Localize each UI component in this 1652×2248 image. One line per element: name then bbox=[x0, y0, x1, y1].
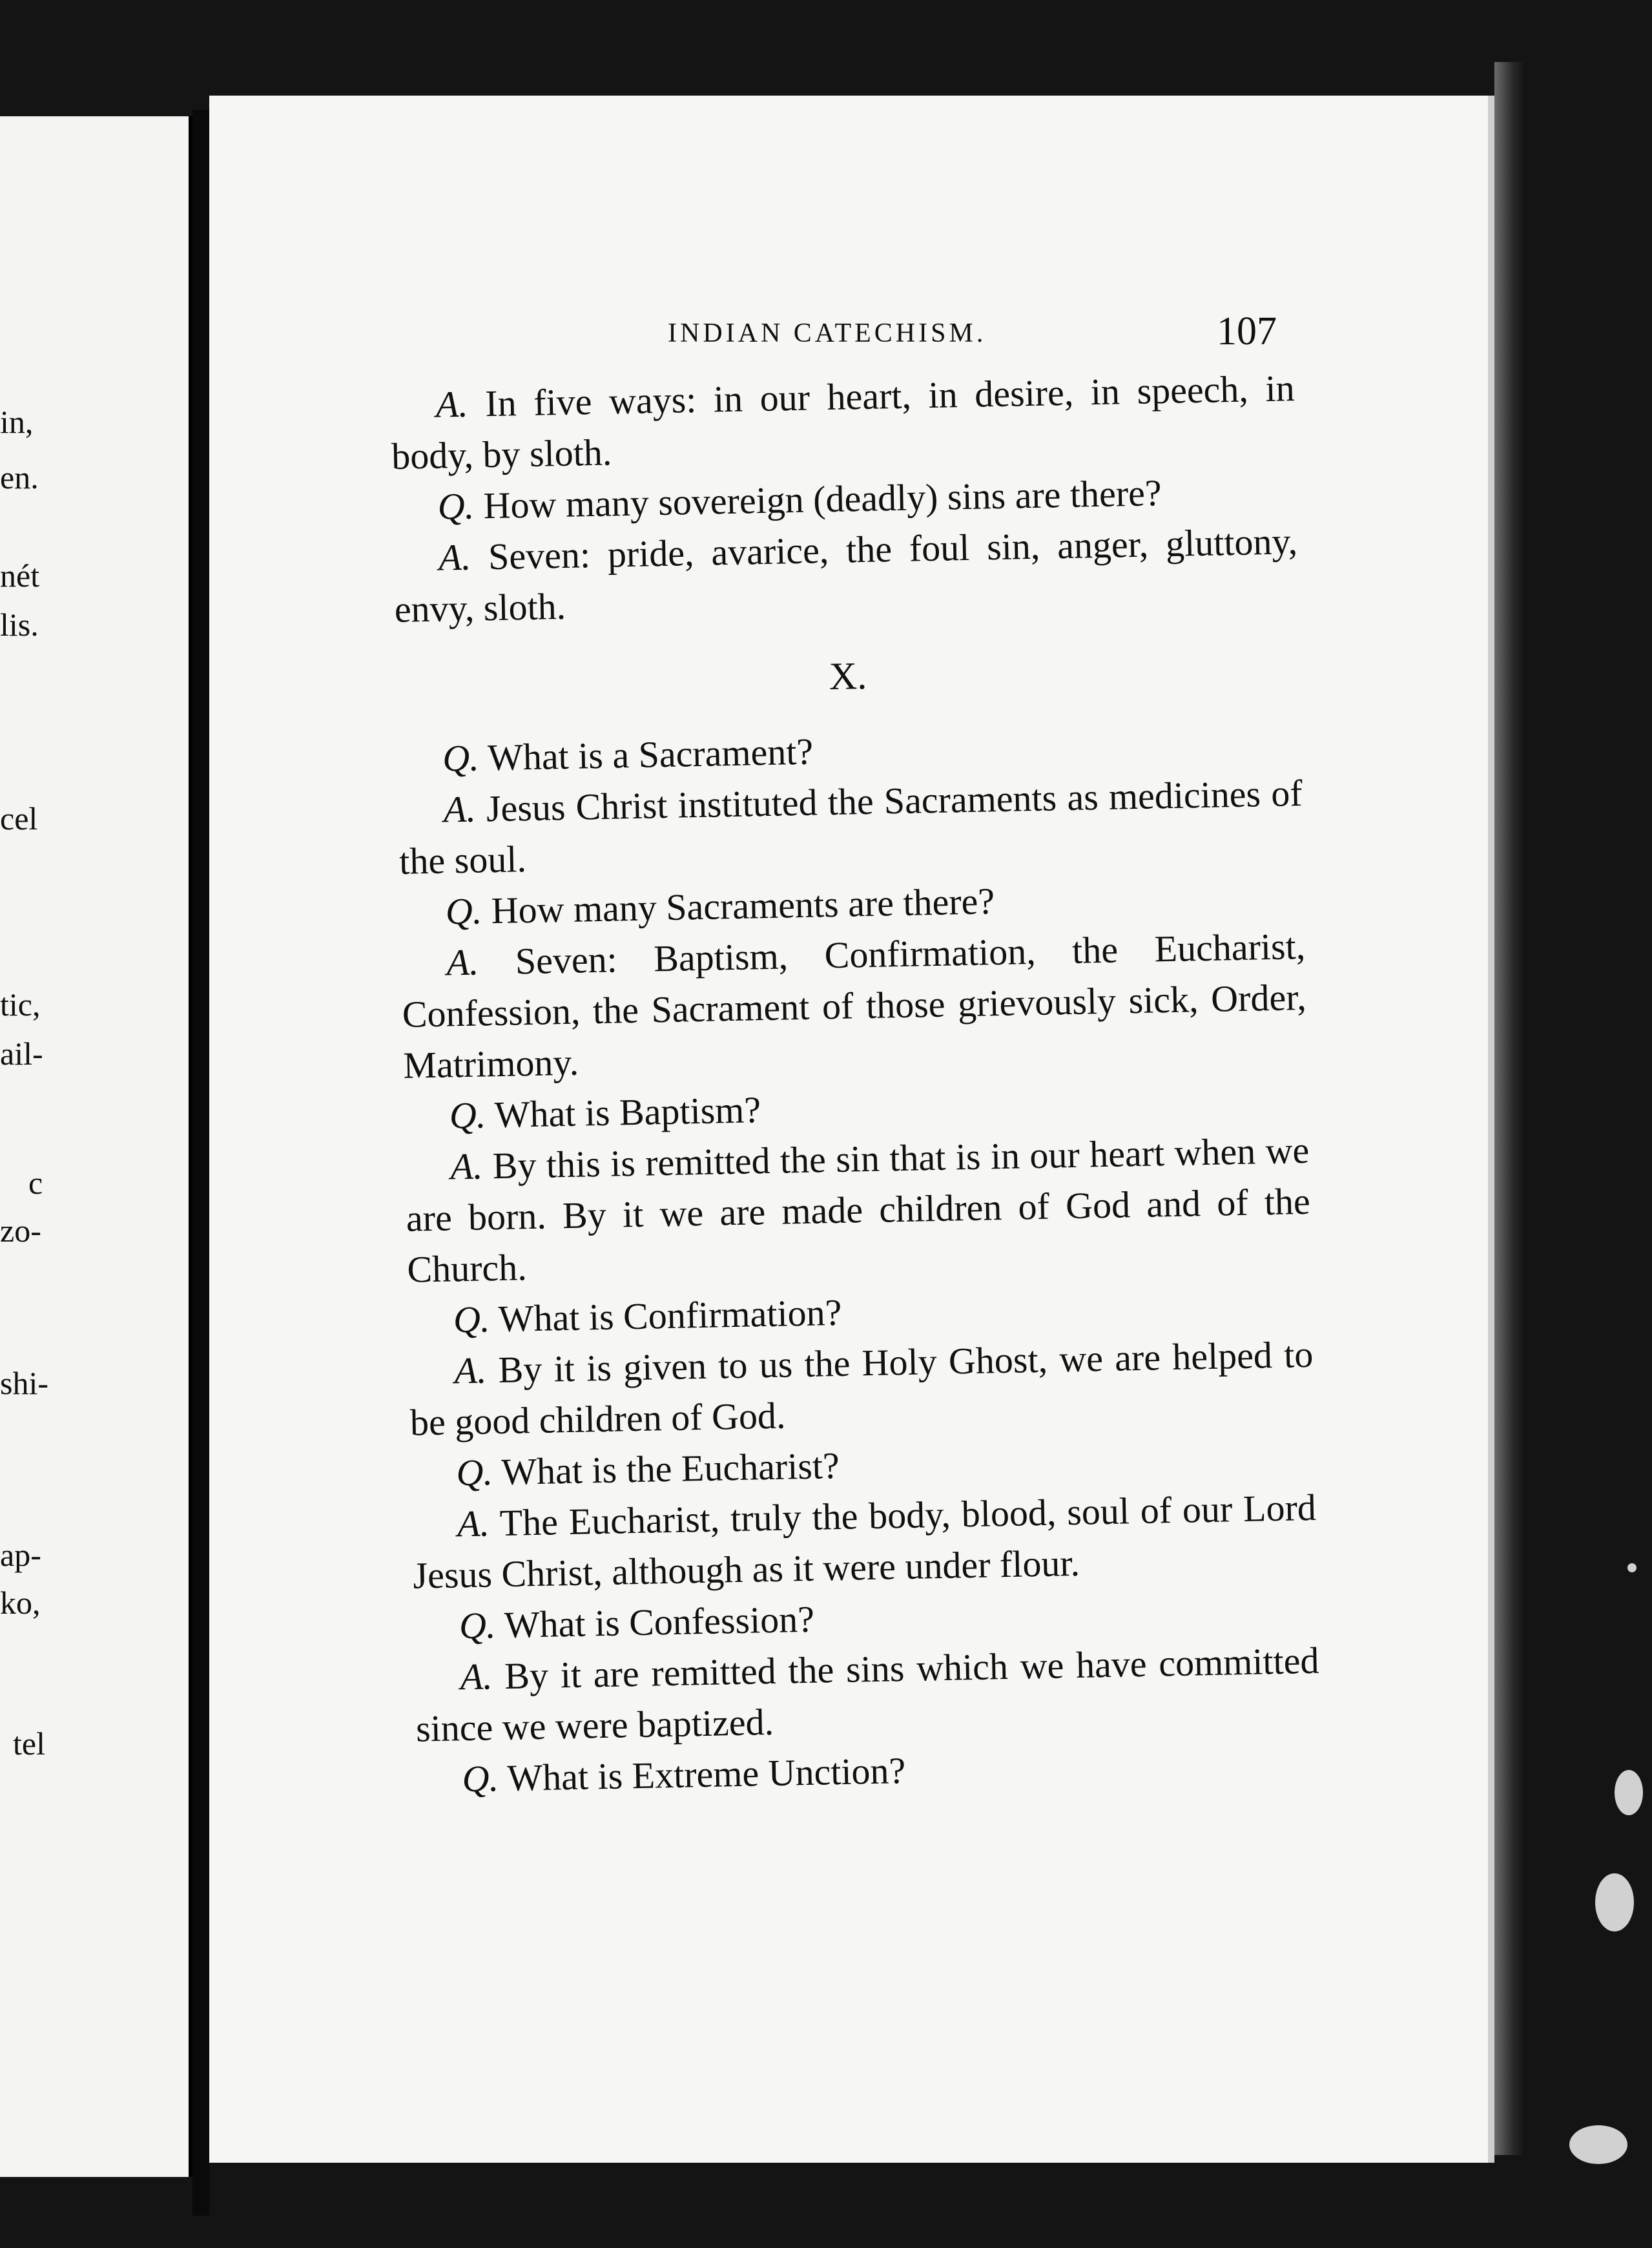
paragraph-text: Seven: pride, avarice, the foul sin, anger, gluttony, envy, sloth. bbox=[394, 520, 1298, 630]
paragraph-text: What is Extreme Unction? bbox=[506, 1749, 906, 1799]
answer-label: A. bbox=[453, 1349, 488, 1392]
paragraph-text: How many sovereign (deadly) sins are there? bbox=[483, 472, 1162, 527]
catechism-text bbox=[390, 362, 1321, 1805]
question-label: Q. bbox=[459, 1604, 497, 1647]
answer-label: A. bbox=[457, 1502, 490, 1545]
answer-paragraph bbox=[405, 1125, 1312, 1295]
answer-paragraph bbox=[409, 1329, 1315, 1448]
scan-speck bbox=[1569, 2125, 1627, 2164]
page-edge-shadow bbox=[1494, 62, 1525, 2155]
book-gutter bbox=[192, 110, 209, 2216]
paragraph-text: How many Sacraments are there? bbox=[491, 880, 995, 932]
scan-speck bbox=[1615, 1770, 1643, 1815]
answer-paragraph bbox=[411, 1482, 1317, 1601]
left-page-fragment: tel bbox=[13, 1725, 45, 1762]
paragraph-text: What is the Eucharist? bbox=[501, 1444, 840, 1493]
answer-label: A. bbox=[435, 382, 469, 426]
question-label: Q. bbox=[453, 1298, 490, 1341]
answer-paragraph bbox=[415, 1635, 1321, 1754]
paragraph-text: By it is given to us the Holy Ghost, we are helped to be good children of God. bbox=[409, 1333, 1314, 1444]
page-107 bbox=[209, 96, 1494, 2163]
paragraph-text: What is Confession? bbox=[504, 1598, 815, 1646]
paragraph-text: By it are remitted the sins which we have committed since we were baptized. bbox=[415, 1639, 1319, 1750]
left-page-fragment: c bbox=[28, 1165, 43, 1201]
left-page-fragment: ail- bbox=[0, 1036, 43, 1072]
answer-label: A. bbox=[438, 536, 471, 579]
answer-label: A. bbox=[459, 1655, 493, 1698]
paragraph-text: In five ways: in our heart, in desire, in speech, in body, by sloth. bbox=[391, 367, 1296, 477]
left-page-fragment: ap- bbox=[0, 1537, 41, 1573]
answer-label: A. bbox=[446, 941, 479, 984]
paragraph-text: What is Baptism? bbox=[494, 1088, 761, 1136]
left-page-fragment: cel bbox=[0, 800, 38, 837]
answer-paragraph bbox=[390, 362, 1296, 482]
paragraph-text: What is Confirmation? bbox=[498, 1291, 842, 1340]
paragraph-text: By this is remitted the sin that is in our heart when we are born. By it we are made children of God and of the Church. bbox=[406, 1129, 1311, 1291]
question-label: Q. bbox=[455, 1451, 493, 1494]
answer-paragraph bbox=[401, 921, 1308, 1091]
answer-paragraph bbox=[393, 515, 1299, 635]
answer-paragraph bbox=[398, 767, 1304, 887]
paragraph-text: Jesus Christ instituted the Sacraments as medicines of the soul. bbox=[398, 772, 1303, 882]
left-page-fragment: in, bbox=[0, 404, 34, 440]
left-page-fragment: tic, bbox=[0, 986, 41, 1023]
scan-speck bbox=[1627, 1563, 1637, 1572]
running-head: INDIAN CATECHISM. bbox=[668, 318, 987, 348]
page-header bbox=[209, 309, 1494, 360]
answer-label: A. bbox=[443, 787, 477, 831]
paragraph-text: Seven: Baptism, Confirmation, the Eucharist, Confession, the Sacrament of those grievously sick, Order, Matrimony. bbox=[402, 924, 1307, 1087]
scan-speck bbox=[1595, 1873, 1634, 1931]
left-page-fragment: ko, bbox=[0, 1585, 41, 1621]
left-page-fragment: nét bbox=[0, 557, 40, 594]
section-number: X. bbox=[829, 654, 867, 698]
facing-page-strip bbox=[0, 116, 192, 2177]
question-label: Q. bbox=[445, 890, 482, 933]
left-page-fragment: lis. bbox=[0, 607, 39, 643]
left-page-fragment: zo- bbox=[0, 1212, 41, 1249]
paragraph-text: What is a Sacrament? bbox=[487, 730, 814, 779]
left-page-fragment: shi- bbox=[0, 1365, 48, 1401]
question-label: Q. bbox=[437, 484, 475, 528]
question-label: Q. bbox=[442, 736, 480, 780]
question-label: Q. bbox=[461, 1757, 499, 1800]
question-label: Q. bbox=[449, 1094, 486, 1137]
answer-label: A. bbox=[449, 1145, 483, 1188]
page-number: 107 bbox=[1217, 309, 1277, 353]
left-page-fragment: en. bbox=[0, 459, 39, 495]
paragraph-text: The Eucharist, truly the body, blood, soul of our Lord Jesus Christ, although as it were under flour. bbox=[412, 1486, 1317, 1597]
